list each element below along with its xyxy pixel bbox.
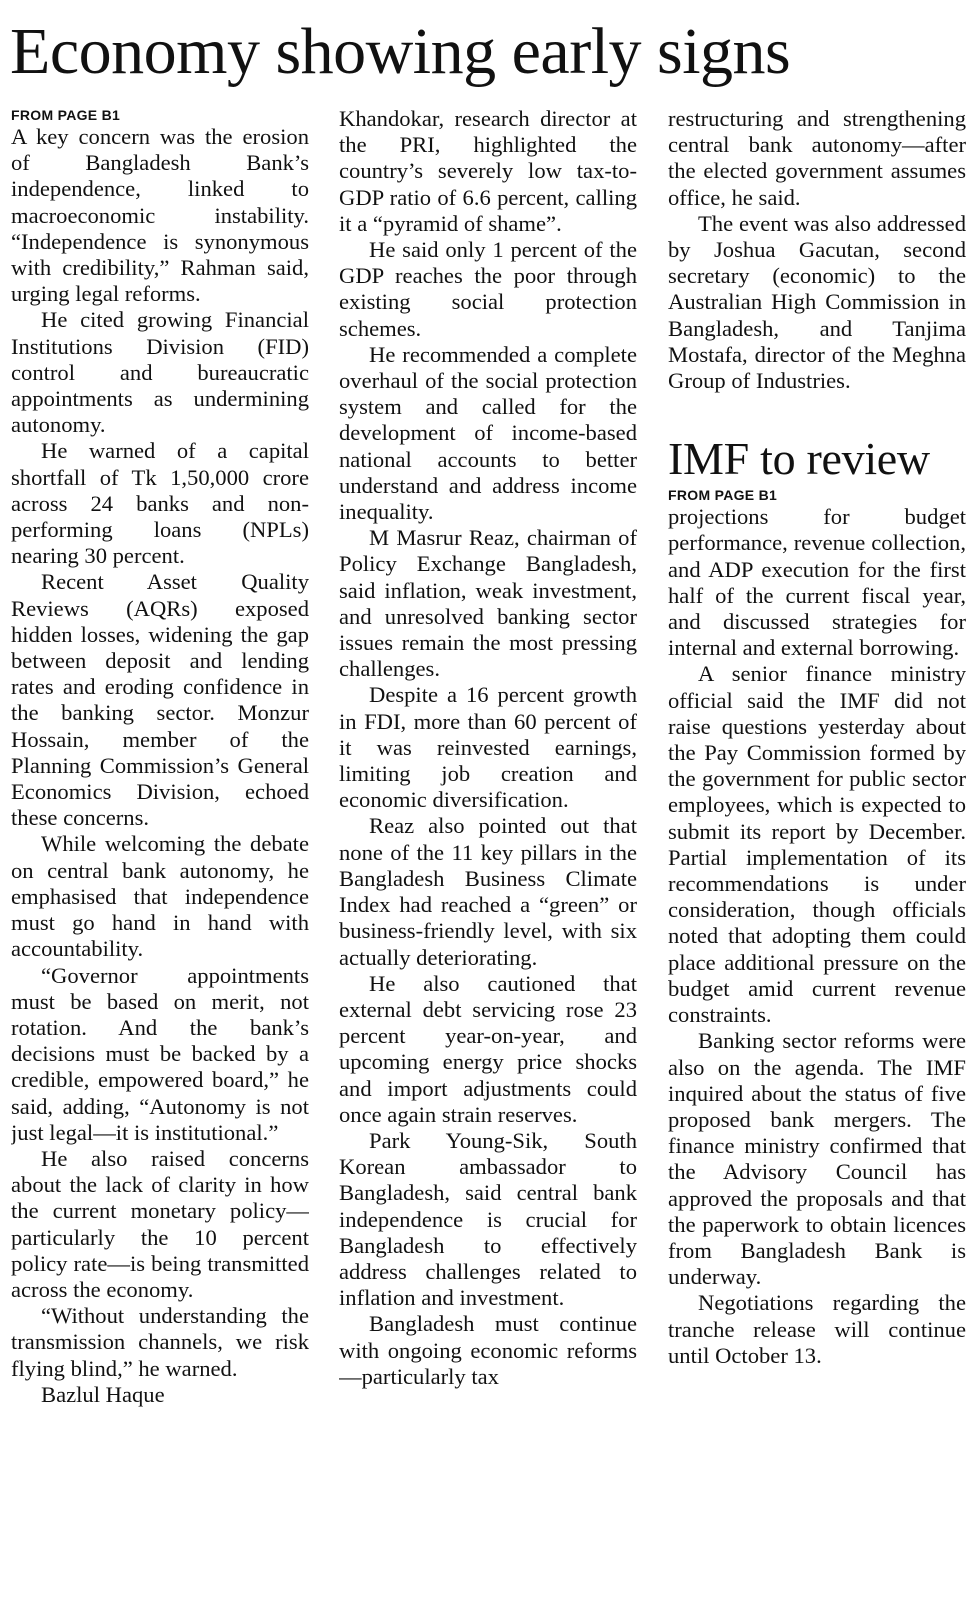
- paragraph: Negotiations regarding the tranche release will continue until October 13.: [668, 1290, 966, 1368]
- paragraph: Park Young-Sik, South Korean ambassador to Bangladesh, said central bank independence is crucial for Bangladesh to effectively address challenges related to inflation and investment.: [339, 1127, 637, 1311]
- paragraph: Bangladesh must continue with ongoing economic reforms—particularly tax: [339, 1311, 637, 1389]
- article-column-1: [11, 106, 309, 1606]
- paragraph-continuation: Khandokar, research director at the PRI, highlighted the country’s severely low tax-to-GDP ratio of 6.6 percent, calling it a “pyramid of shame”.: [339, 106, 637, 236]
- paragraph: Bazlul Haque: [41, 1381, 165, 1407]
- paragraph: He also cautioned that external debt servicing rose 23 percent year-on-year, and upcoming energy price shocks and import adjustments could once again strain reserves.: [339, 970, 637, 1127]
- jump-label: FROM PAGE B1: [11, 107, 121, 123]
- paragraph: He warned of a capital shortfall of Tk 1,50,000 crore across 24 banks and non-performing loans (NPLs) nearing 30 percent.: [11, 438, 309, 569]
- paragraph-lead: projections for budget performance, revenue collection, and ADP execution for the first half of the current fiscal year, and discussed strategies for internal and external borrowing.: [668, 504, 966, 661]
- paragraph: Despite a 16 percent growth in FDI, more than 60 percent of it was reinvested earnings, limiting job creation and economic diversification.: [339, 682, 637, 813]
- paragraph: “Governor appointments must be based on merit, not rotation. And the bank’s decisions must be backed by a credible, empowered board,” he said, adding, “Autonomy is not just legal—it is institutional.”: [11, 962, 309, 1145]
- paragraph: “Without understanding the transmission channels, we risk flying blind,” he warned.: [11, 1303, 309, 1381]
- paragraph: M Masrur Reaz, chairman of Policy Exchange Bangladesh, said inflation, weak investment, and unresolved banking sector issues remain the most pressing challenges.: [339, 525, 637, 682]
- paragraph: Banking sector reforms were also on the agenda. The IMF inquired about the status of five proposed bank mergers. The finance ministry confirmed that the Advisory Council has approved the proposals and that the paperwork to obtain licences from Bangladesh Bank is underway.: [668, 1028, 966, 1290]
- paragraph: A key concern was the erosion of Bangladesh Bank’s independence, linked to macroeconomic instability. “Independence is synonymous with credibility,” Rahman said, urging legal reforms.: [11, 124, 309, 307]
- section-headline: IMF to review: [668, 433, 930, 485]
- jump-label: FROM PAGE B1: [668, 487, 778, 504]
- paragraph-continuation: restructuring and strengthening central bank autonomy—after the elected government assumes office, he said.: [668, 106, 966, 210]
- paragraph: The event was also addressed by Joshua Gacutan, second secretary (economic) to the Australian High Commission in Bangladesh, and Tanjima Mostafa, director of the Meghna Group of Industries.: [668, 210, 966, 394]
- article-column-3: [668, 106, 966, 1606]
- paragraph: He cited growing Financial Institutions Division (FID) control and bureaucratic appointments as undermining autonomy.: [11, 307, 309, 438]
- paragraph: He also raised concerns about the lack of clarity in how the current monetary policy—particularly the 10 percent policy rate—is being transmitted across the economy.: [11, 1145, 309, 1302]
- page-headline: Economy showing early signs: [10, 15, 791, 88]
- paragraph: Reaz also pointed out that none of the 11 key pillars in the Bangladesh Business Climate Index had reached a “green” or business-friendly level, with six actually deteriorating.: [339, 813, 637, 970]
- paragraph: A senior finance ministry official said the IMF did not raise questions yesterday about the Pay Commission formed by the government for public sector employees, which is expected to submit its report by December. Partial implementation of its recommendations is under consideration, though officials noted that adopting them could place additional pressure on the budget amid current revenue constraints.: [668, 661, 966, 1028]
- paragraph: He said only 1 percent of the GDP reaches the poor through existing social protection schemes.: [339, 237, 637, 341]
- paragraph: While welcoming the debate on central bank autonomy, he emphasised that independence must go hand in hand with accountability.: [11, 831, 309, 962]
- article-column-2: [339, 106, 637, 1606]
- paragraph: He recommended a complete overhaul of the social protection system and called for the development of income-based national accounts to better understand and address income inequality.: [339, 341, 637, 525]
- paragraph: Recent Asset Quality Reviews (AQRs) exposed hidden losses, widening the gap between deposit and lending rates and eroding confidence in the banking sector. Monzur Hossain, member of the Planning Commission’s General Economics Division, echoed these concerns.: [11, 569, 309, 831]
